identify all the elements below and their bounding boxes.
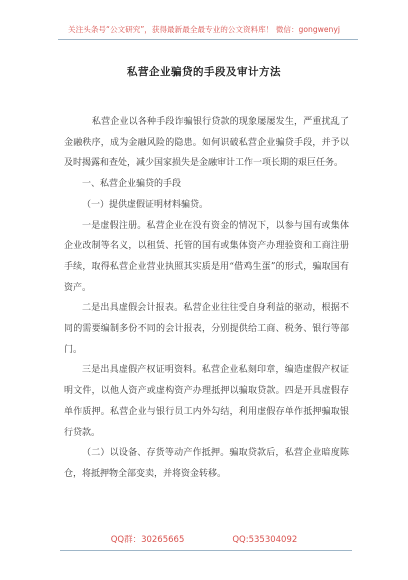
footer-divider xyxy=(60,550,352,551)
paragraph-false-reports: 二是出具虚假会计报表。私营企业往往受自身利益的驱动，根据不同的需要编制多份不同的会计报表，分别提供给工商、税务、银行等部门。 xyxy=(64,303,349,355)
footer-contact xyxy=(0,533,408,545)
document-title: 私营企业骗贷的手段及审计方法 xyxy=(127,66,281,78)
header-divider xyxy=(58,39,358,40)
document-body xyxy=(64,112,349,485)
footer-qq-number: QQ:535304092 xyxy=(232,535,298,545)
subsection-heading-1: （一）提供虚假证明材料骗贷。 xyxy=(82,199,209,210)
header-promo-text: 关注头条号“公文研究”，获得最新最全最专业的公文资料库！ 微信：gongwenyj xyxy=(68,25,340,34)
paragraph-movable-collateral: （二）以设备、存货等动产作抵押。骗取贷款后，私营企业暗度陈仓，将抵押物全部变卖，并将资金转移。 xyxy=(64,448,349,479)
paragraph-false-registration: 一是虚假注册。私营企业在没有资金的情况下，以参与国有或集体企业改制等名义，以租赁、托管的国有或集体资产办理验资和工商注册手续，取得私营企业营业执照其实质是用“借鸡生蛋”的形式，骗取国有资产。 xyxy=(64,220,349,293)
footer-qq-group: QQ群：30265665 xyxy=(110,535,185,545)
intro-paragraph: 私营企业以各种手段诈骗银行贷款的现象屡屡发生，严重扰乱了金融秩序，成为金融风险的隐患。如何识破私营企业骗贷手段，并予以及时揭露和查处，减少国家损失是金融审计工作一项长期的艰巨任务。 xyxy=(64,117,349,169)
section-heading: 一、私营企业骗贷的手段 xyxy=(82,179,182,190)
paragraph-false-property: 三是出具虚假产权证明资料。私营企业私刻印章，编造虚假产权证明文件，以他人资产或虚构资产办理抵押以骗取贷款。四是开具虚假存单作质押。私营企业与银行员工内外勾结，利用虚假存单作抵押骗取银行贷款。 xyxy=(64,365,349,438)
